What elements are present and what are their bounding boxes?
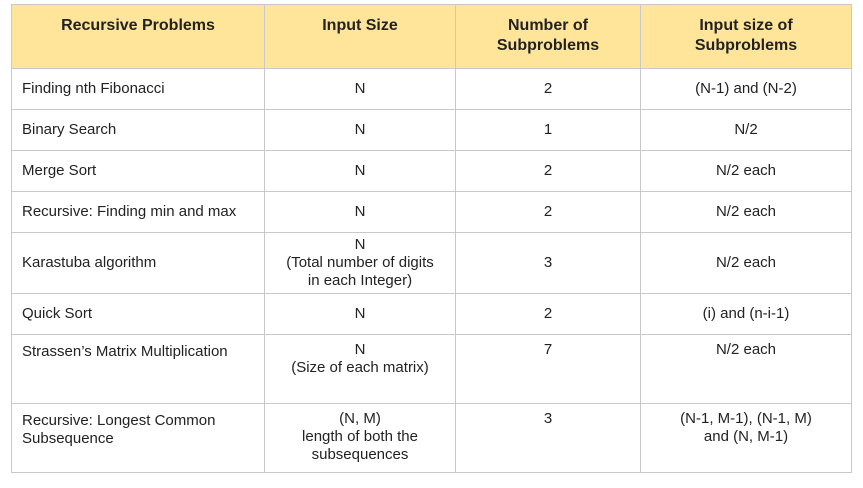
cell-subproblem-size: N/2 each [641, 335, 852, 404]
cell-num-subproblems: 7 [456, 335, 641, 404]
cell-input-size: N [265, 69, 456, 110]
cell-subproblem-size: N/2 each [641, 192, 852, 233]
cell-subproblem-size: (N-1, M-1), (N-1, M) and (N, M-1) [641, 404, 852, 473]
cell-input-size: N [265, 151, 456, 192]
cell-problem: Quick Sort [12, 294, 265, 335]
table-body [12, 69, 852, 473]
header-number-of-subproblems: Number of Subproblems [456, 5, 641, 69]
table-row [12, 335, 852, 404]
table-row [12, 294, 852, 335]
header-input-size-of-subproblems: Input size of Subproblems [641, 5, 852, 69]
cell-problem: Finding nth Fibonacci [12, 69, 265, 110]
table-row [12, 233, 852, 294]
table-row [12, 404, 852, 473]
cell-num-subproblems: 1 [456, 110, 641, 151]
cell-problem: Karastuba algorithm [12, 233, 265, 294]
cell-subproblem-size: (i) and (n-i-1) [641, 294, 852, 335]
cell-problem: Merge Sort [12, 151, 265, 192]
cell-input-size: (N, M) length of both the subsequences [265, 404, 456, 473]
header-input-size: Input Size [265, 5, 456, 69]
cell-problem: Binary Search [12, 110, 265, 151]
table-row [12, 151, 852, 192]
header-row [12, 5, 852, 69]
cell-input-size: N [265, 192, 456, 233]
cell-num-subproblems: 3 [456, 404, 641, 473]
table-header [12, 5, 852, 69]
cell-input-size: N [265, 294, 456, 335]
cell-input-size: N [265, 110, 456, 151]
header-recursive-problems: Recursive Problems [12, 5, 265, 69]
cell-subproblem-size: N/2 [641, 110, 852, 151]
cell-problem: Strassen’s Matrix Multiplication [12, 335, 265, 404]
cell-problem: Recursive: Finding min and max [12, 192, 265, 233]
cell-input-size: N (Size of each matrix) [265, 335, 456, 404]
table-row [12, 192, 852, 233]
cell-subproblem-size: N/2 each [641, 151, 852, 192]
cell-subproblem-size: N/2 each [641, 233, 852, 294]
table-row [12, 110, 852, 151]
cell-input-size: N (Total number of digits in each Integer) [265, 233, 456, 294]
cell-problem: Recursive: Longest Common Subsequence [12, 404, 265, 473]
cell-num-subproblems: 2 [456, 294, 641, 335]
cell-num-subproblems: 2 [456, 192, 641, 233]
cell-num-subproblems: 2 [456, 69, 641, 110]
cell-subproblem-size: (N-1) and (N-2) [641, 69, 852, 110]
recursion-comparison-table [11, 4, 852, 473]
cell-num-subproblems: 2 [456, 151, 641, 192]
cell-num-subproblems: 3 [456, 233, 641, 294]
table-row [12, 69, 852, 110]
